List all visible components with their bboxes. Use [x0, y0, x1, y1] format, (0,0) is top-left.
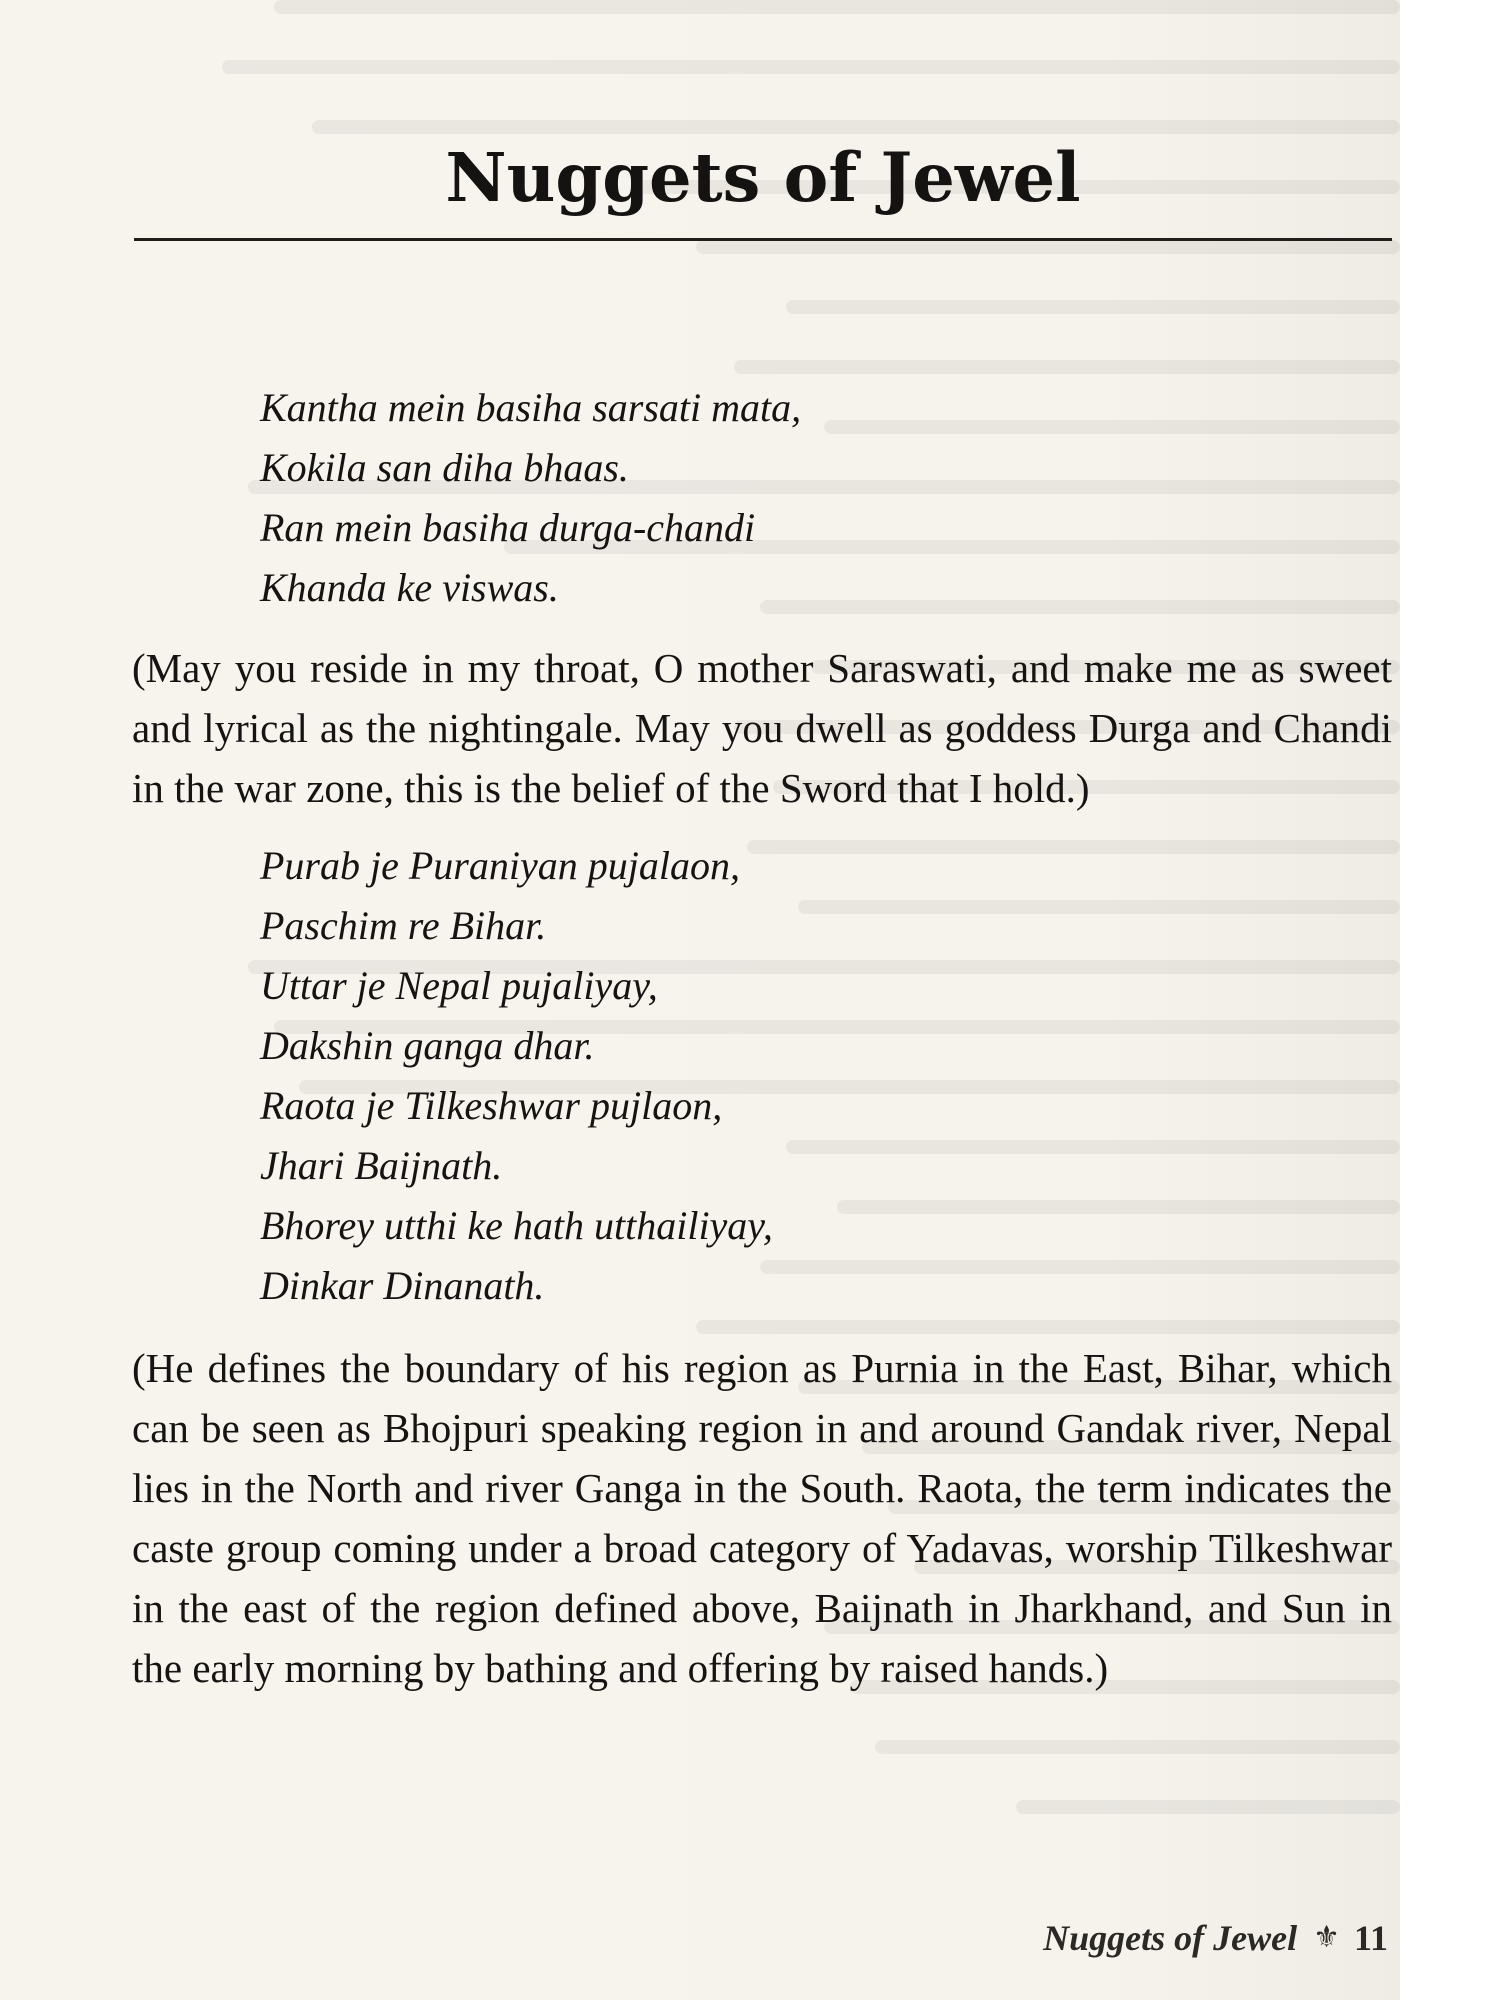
verse-block-2	[132, 836, 1392, 1316]
verse-line: Paschim re Bihar.	[260, 903, 547, 948]
page-number: 11	[1353, 1917, 1388, 1958]
translation-paragraph-2: (He defines the boundary of his region as Purnia in the East, Bihar, which can be seen as Bhojpuri speaking region in and around Gandak river, Nepal lies in the North and river Ganga in the South. Raota, the term indicates the caste group coming under a broad category of Yadavas, worship Tilkeshwar in the east of the region defined above, Baijnath in Jharkhand, and Sun in the early morning by bathing and offering by raised hands.)	[132, 1345, 1392, 1691]
page-title: Nuggets of Jewel	[445, 138, 1081, 217]
verse-line: Jhari Baijnath.	[260, 1143, 503, 1188]
fleur-ornament-icon: ⚜	[1313, 1921, 1340, 1955]
page-footer	[950, 1913, 1388, 1959]
verse-line: Ran mein basiha durga-chandi	[260, 505, 756, 550]
verse-line: Raota je Tilkeshwar pujlaon,	[260, 1083, 723, 1128]
title-rule	[134, 238, 1392, 241]
running-title: Nuggets of Jewel	[1043, 1917, 1298, 1958]
page-body	[132, 378, 1392, 1698]
verse-line: Dinkar Dinanath.	[260, 1263, 545, 1308]
verse-line: Dakshin ganga dhar.	[260, 1023, 595, 1068]
verse-line: Uttar je Nepal pujaliyay,	[260, 963, 658, 1008]
verse-line: Purab je Puraniyan pujalaon,	[260, 843, 740, 888]
verse-line: Kokila san diha bhaas.	[260, 445, 629, 490]
verse-block-1	[132, 378, 1392, 618]
verse-line: Bhorey utthi ke hath utthailiyay,	[260, 1203, 773, 1248]
page-header	[134, 128, 1392, 241]
verse-line: Kantha mein basiha sarsati mata,	[260, 385, 802, 430]
verse-line: Khanda ke viswas.	[260, 565, 559, 610]
translation-paragraph-1: (May you reside in my throat, O mother Saraswati, and make me as sweet and lyrical as the nightingale. May you dwell as goddess Durga and Chandi in the war zone, this is the belief of the Sword that I hold.)	[132, 645, 1392, 811]
